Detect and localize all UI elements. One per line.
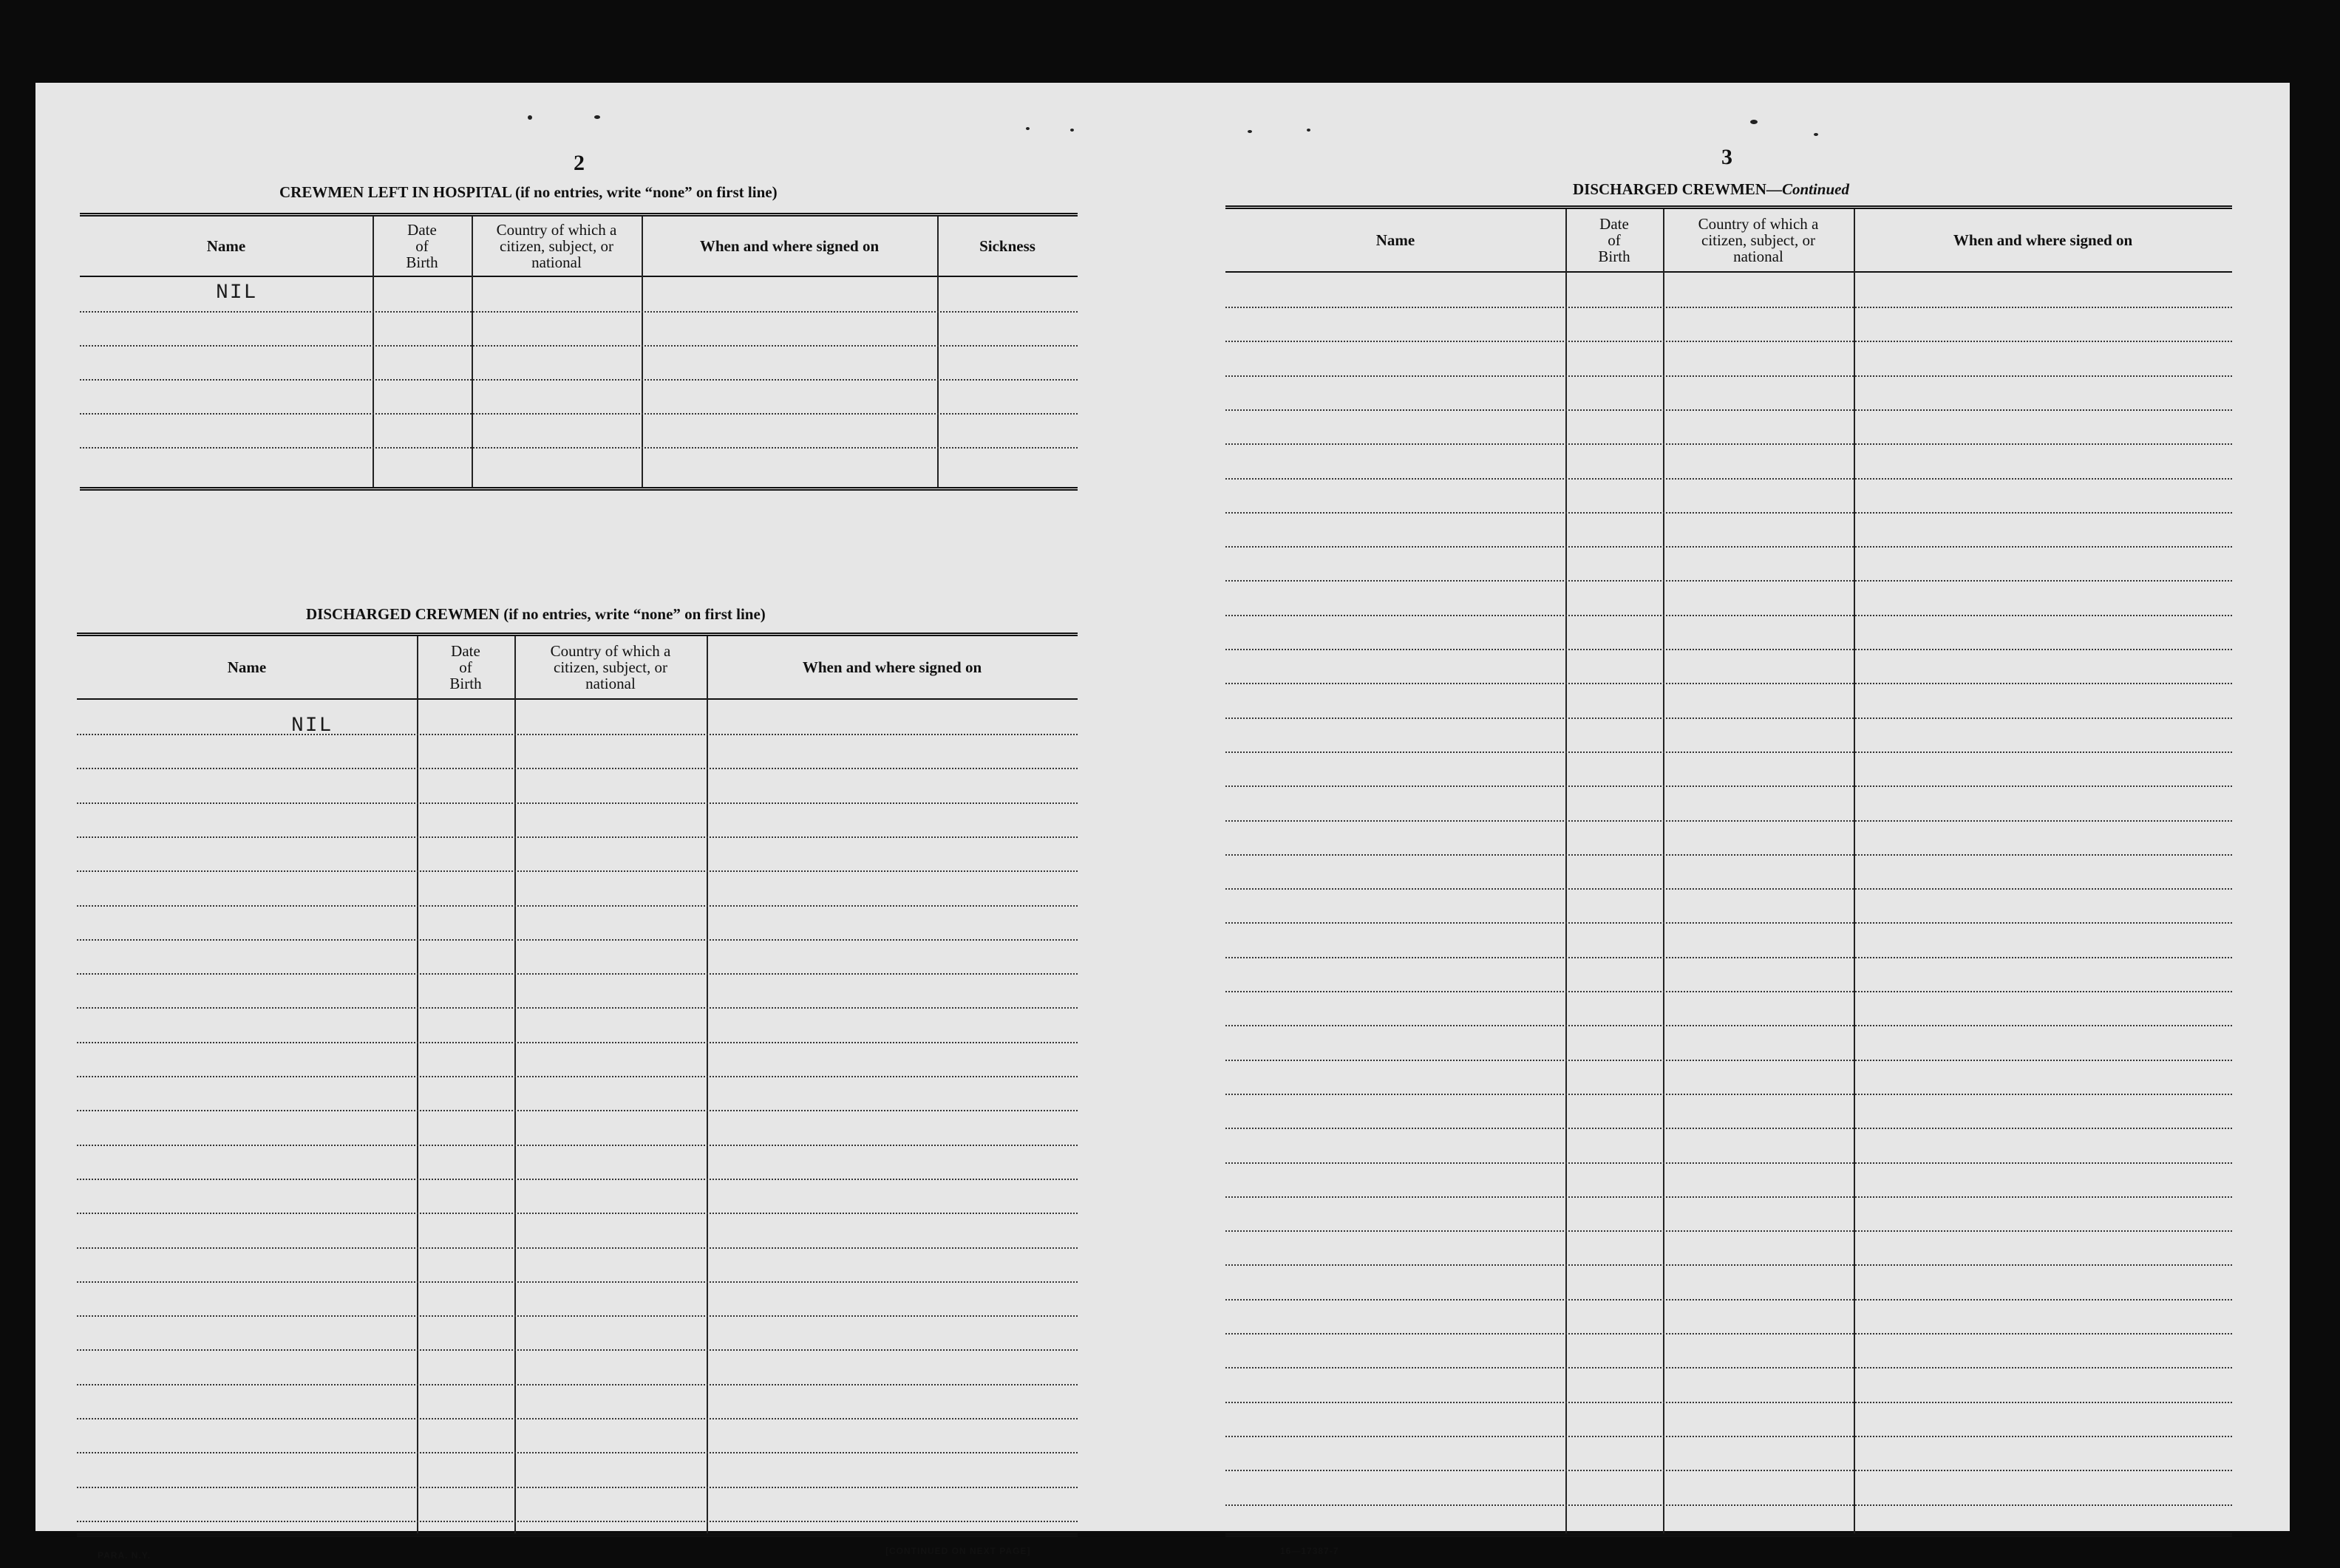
scan-speck <box>1248 130 1252 133</box>
column-divider <box>417 636 418 1533</box>
table-row <box>77 973 1078 975</box>
table-row <box>1225 1470 2232 1471</box>
column-header-country: Country of which a citizen, subject, or national <box>1698 215 1819 265</box>
table-row <box>77 1521 1078 1522</box>
table-row <box>1225 1504 2232 1506</box>
table-row <box>1225 649 2232 650</box>
discharged-continued-title <box>1573 180 1849 199</box>
entry-name-nil: NIL <box>216 282 258 304</box>
table-row <box>1225 683 2232 684</box>
column-header-name: Name <box>1375 231 1415 249</box>
table-row <box>1225 1367 2232 1368</box>
table-row <box>1225 409 2232 411</box>
table-row <box>77 1213 1078 1214</box>
table-row <box>77 768 1078 769</box>
column-header-name: Name <box>227 658 267 676</box>
table-row <box>1225 580 2232 582</box>
table-row <box>77 1452 1078 1453</box>
table-row <box>77 1110 1078 1111</box>
continued-title-suffix: Continued <box>1781 180 1849 198</box>
table-row <box>77 1315 1078 1317</box>
discharged-title-note: (if no entries, write “none” on first line) <box>503 605 766 623</box>
table-row <box>1225 1162 2232 1164</box>
page-number: 3 <box>1721 145 1732 169</box>
discharged-table <box>77 633 1078 1537</box>
column-header-country: Country of which a citizen, subject, or national <box>550 642 671 692</box>
table-row <box>77 939 1078 941</box>
table-row <box>1225 341 2232 342</box>
table-row <box>80 379 1078 381</box>
hospital-title-text: CREWMEN LEFT IN HOSPITAL <box>279 183 511 201</box>
table-row <box>80 413 1078 415</box>
table-row <box>1225 1264 2232 1266</box>
table-row <box>80 447 1078 449</box>
table-row <box>1225 615 2232 616</box>
table-row <box>1225 888 2232 890</box>
column-header-date-of-birth: Date of Birth <box>1598 215 1630 265</box>
table-row <box>77 870 1078 872</box>
column-header-date-of-birth: Date of Birth <box>406 221 438 271</box>
column-header-date-of-birth: Date of Birth <box>449 642 482 692</box>
table-row <box>77 1487 1078 1488</box>
table-row <box>77 1247 1078 1249</box>
table-row <box>77 1007 1078 1009</box>
table-row <box>80 311 1078 313</box>
table-row <box>1225 1128 2232 1129</box>
column-divider <box>1854 209 1855 1533</box>
scan-speck <box>528 115 532 120</box>
scan-speck <box>1026 127 1030 130</box>
hospital-table <box>80 213 1078 491</box>
discharged-title-text: DISCHARGED CREWMEN <box>306 605 500 623</box>
discharged-table-header <box>77 636 1078 700</box>
page-number: 2 <box>574 151 585 175</box>
table-row <box>77 1281 1078 1283</box>
table-row <box>77 1179 1078 1180</box>
discharged-section-title <box>306 605 766 624</box>
scanned-form-sheet <box>35 83 2290 1561</box>
table-row <box>1225 375 2232 377</box>
column-header-name: Name <box>206 237 246 255</box>
table-row <box>80 345 1078 347</box>
table-row <box>77 1076 1078 1077</box>
column-header-sickness: Sickness <box>979 237 1035 255</box>
discharged-continued-table <box>1225 205 2232 1537</box>
table-row <box>1225 922 2232 924</box>
table-row <box>1225 1094 2232 1095</box>
table-row <box>77 905 1078 907</box>
table-row <box>1225 957 2232 958</box>
hospital-table-header <box>80 217 1078 277</box>
column-header-signed-on: When and where signed on <box>699 237 880 255</box>
table-row <box>1225 307 2232 308</box>
table-row <box>1225 820 2232 822</box>
table-row <box>1225 478 2232 480</box>
printer-mark: PARA. N.Y. <box>98 1550 151 1561</box>
table-row <box>1225 546 2232 548</box>
column-header-country: Country of which a citizen, subject, or national <box>496 221 617 271</box>
table-row <box>1225 1299 2232 1301</box>
scan-speck <box>1750 120 1758 124</box>
right-page <box>1174 83 2290 1556</box>
table-row <box>77 1145 1078 1146</box>
left-page <box>35 83 1174 1561</box>
table-row <box>77 1042 1078 1043</box>
table-row <box>1225 1230 2232 1232</box>
table-row <box>1225 1436 2232 1437</box>
table-row <box>1225 1402 2232 1403</box>
scan-speck <box>594 115 600 119</box>
table-row <box>1225 1060 2232 1061</box>
column-divider <box>707 636 708 1533</box>
column-divider <box>1663 209 1664 1533</box>
discharged-continued-table-header <box>1225 209 2232 273</box>
table-row <box>1225 854 2232 856</box>
scan-speck <box>1814 133 1818 136</box>
continued-title-text: DISCHARGED CREWMEN— <box>1573 180 1782 198</box>
table-row <box>1225 1025 2232 1026</box>
table-row <box>1225 1196 2232 1198</box>
column-header-signed-on: When and where signed on <box>1953 231 2133 249</box>
hospital-section-title <box>279 183 778 202</box>
table-row <box>1225 991 2232 992</box>
table-row <box>1225 785 2232 787</box>
table-row <box>77 1418 1078 1419</box>
table-row <box>1225 512 2232 514</box>
table-row <box>77 1349 1078 1351</box>
table-row <box>77 802 1078 804</box>
table-row <box>1225 1333 2232 1334</box>
table-row <box>1225 443 2232 445</box>
column-divider <box>514 636 516 1533</box>
hospital-title-note: (if no entries, write “none” on first line) <box>514 183 778 201</box>
scan-speck <box>1307 129 1310 132</box>
table-row <box>77 1384 1078 1385</box>
table-row <box>1225 751 2232 753</box>
column-divider <box>1565 209 1567 1533</box>
table-row <box>77 734 1078 735</box>
continued-notice: [CONTINUED ON NEXT PAGE] <box>885 1546 1031 1556</box>
table-row <box>1225 717 2232 719</box>
column-header-signed-on: When and where signed on <box>802 658 982 676</box>
entry-name-nil: NIL <box>291 715 333 737</box>
table-row <box>77 836 1078 838</box>
form-number: 16—17387-7 <box>1280 1546 1339 1556</box>
scan-speck <box>1070 129 1074 132</box>
